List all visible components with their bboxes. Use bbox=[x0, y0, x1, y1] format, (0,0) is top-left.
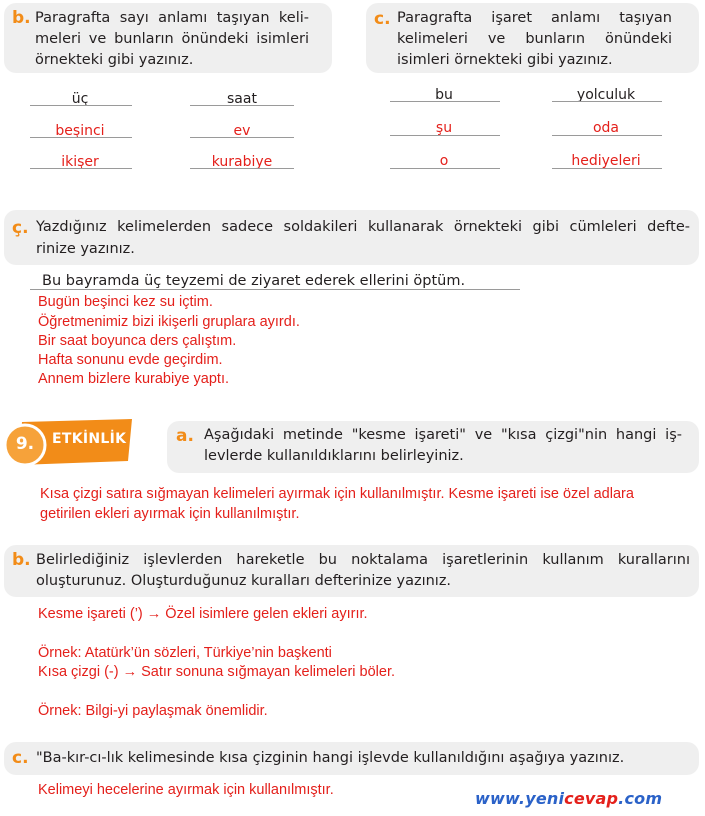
question-letter-c2: c. bbox=[12, 748, 29, 768]
answer-word: beşinci bbox=[55, 123, 105, 139]
answer-word: ikişer bbox=[61, 154, 99, 170]
answer-word: oda bbox=[592, 120, 620, 136]
question-letter-b2: b. bbox=[12, 550, 31, 570]
answer-sentence: Bugün beşinci kez su içtim. bbox=[38, 294, 213, 310]
question-cc-line-1: Yazdığınız kelimelerden sadece soldakileri kullanarak örnekteki gibi cümleleri defte- bbox=[36, 219, 690, 235]
answer-line bbox=[552, 135, 662, 136]
answer-line bbox=[552, 101, 662, 102]
answer-rule: Kesme işareti (’) → Özel isimlere gelen ekleri ayırır. bbox=[38, 606, 368, 622]
answer-sentence: Annem bizlere kurabiye yaptı. bbox=[38, 371, 230, 387]
answer-word: hediyeleri bbox=[571, 153, 641, 169]
answer-sentence: Bir saat boyunca ders çalıştım. bbox=[38, 333, 237, 349]
activity-number: 9. bbox=[15, 434, 35, 454]
example-underline bbox=[30, 289, 520, 290]
answer-word: bu bbox=[435, 87, 453, 103]
question-a-line-2: levlerde kullanıldıklarını belirleyiniz. bbox=[204, 448, 464, 464]
question-b2-line-2: oluşturunuz. Oluşturduğunuz kuralları defterinize yazınız. bbox=[36, 573, 452, 589]
question-b-top-line-3: örnekteki gibi yazınız. bbox=[35, 52, 194, 68]
question-b-top-line-1: Paragrafta sayı anlamı taşıyan keli- bbox=[35, 10, 309, 26]
answer-text-c2: Kelimeyi hecelerine ayırmak için kullanılmıştır. bbox=[38, 782, 334, 798]
watermark-suffix: .com bbox=[618, 789, 663, 808]
answer-example: Örnek: Atatürk’ün sözleri, Türkiye’nin başkenti bbox=[38, 645, 332, 661]
question-letter-c-top: c. bbox=[374, 9, 391, 29]
activity-label: ETKİNLİK bbox=[52, 431, 127, 447]
answer-line bbox=[30, 137, 132, 138]
answer-line bbox=[190, 137, 294, 138]
question-c2-line: "Ba-kır-cı-lık kelimesinde kısa çizginin hangi işlevde kullanıldığını aşağıya yazınız. bbox=[36, 750, 625, 766]
answer-rule: Kısa çizgi (-) → Satır sonuna sığmayan kelimeleri böler. bbox=[38, 664, 395, 680]
answer-line bbox=[30, 168, 132, 169]
example-sentence: Bu bayramda üç teyzemi de ziyaret ederek ellerini öptüm. bbox=[42, 273, 466, 289]
watermark-prefix: www.yeni bbox=[475, 789, 565, 808]
answer-sentence: Hafta sonunu evde geçirdim. bbox=[38, 352, 223, 368]
question-c-top-line-3: isimleri örnekteki gibi yazınız. bbox=[397, 52, 613, 68]
answer-line bbox=[390, 135, 500, 136]
question-letter-a: a. bbox=[176, 426, 194, 446]
answer-line bbox=[390, 168, 500, 169]
answer-text-a-line-2: getirilen ekleri ayırmak için kullanılmıştır. bbox=[40, 506, 300, 522]
answer-word: ev bbox=[233, 123, 251, 139]
answer-line bbox=[190, 105, 294, 106]
question-cc-line-2: rinize yazınız. bbox=[36, 241, 135, 257]
question-c-top-line-2: kelimeleri ve bunların önündeki bbox=[397, 31, 672, 47]
question-letter-b-top: b. bbox=[12, 8, 31, 28]
answer-line bbox=[552, 168, 662, 169]
answer-word: şu bbox=[435, 120, 453, 136]
answer-word: yolculuk bbox=[576, 87, 636, 103]
watermark-logo bbox=[475, 789, 662, 808]
answer-word: saat bbox=[227, 91, 257, 107]
answer-word: kurabiye bbox=[211, 154, 273, 170]
answer-example: Örnek: Bilgi-yi paylaşmak önemlidir. bbox=[38, 703, 268, 719]
answer-word: o bbox=[439, 153, 449, 169]
question-a-line-1: Aşağıdaki metinde "kesme işareti" ve "kısa çizgi"nin hangi iş- bbox=[204, 427, 682, 443]
question-c-top-line-1: Paragrafta işaret anlamı taşıyan bbox=[397, 10, 672, 26]
watermark-middle: cevap bbox=[564, 789, 619, 808]
question-b-top-line-2: meleri ve bunların önündeki isimleri bbox=[35, 31, 309, 47]
question-letter-cc: ç. bbox=[12, 218, 29, 238]
answer-sentence: Öğretmenimiz bizi ikişerli gruplara ayırdı. bbox=[38, 314, 300, 330]
answer-line bbox=[30, 105, 132, 106]
question-b2-line-1: Belirlediğiniz işlevlerden hareketle bu noktalama işaretlerinin kullanım kurallarını bbox=[36, 552, 690, 568]
answer-line bbox=[190, 168, 294, 169]
answer-line bbox=[390, 101, 500, 102]
answer-text-a-line-1: Kısa çizgi satıra sığmayan kelimeleri ayırmak için kullanılmıştır. Kesme işareti ise özel adlara bbox=[40, 486, 634, 502]
answer-word: üç bbox=[71, 91, 89, 107]
